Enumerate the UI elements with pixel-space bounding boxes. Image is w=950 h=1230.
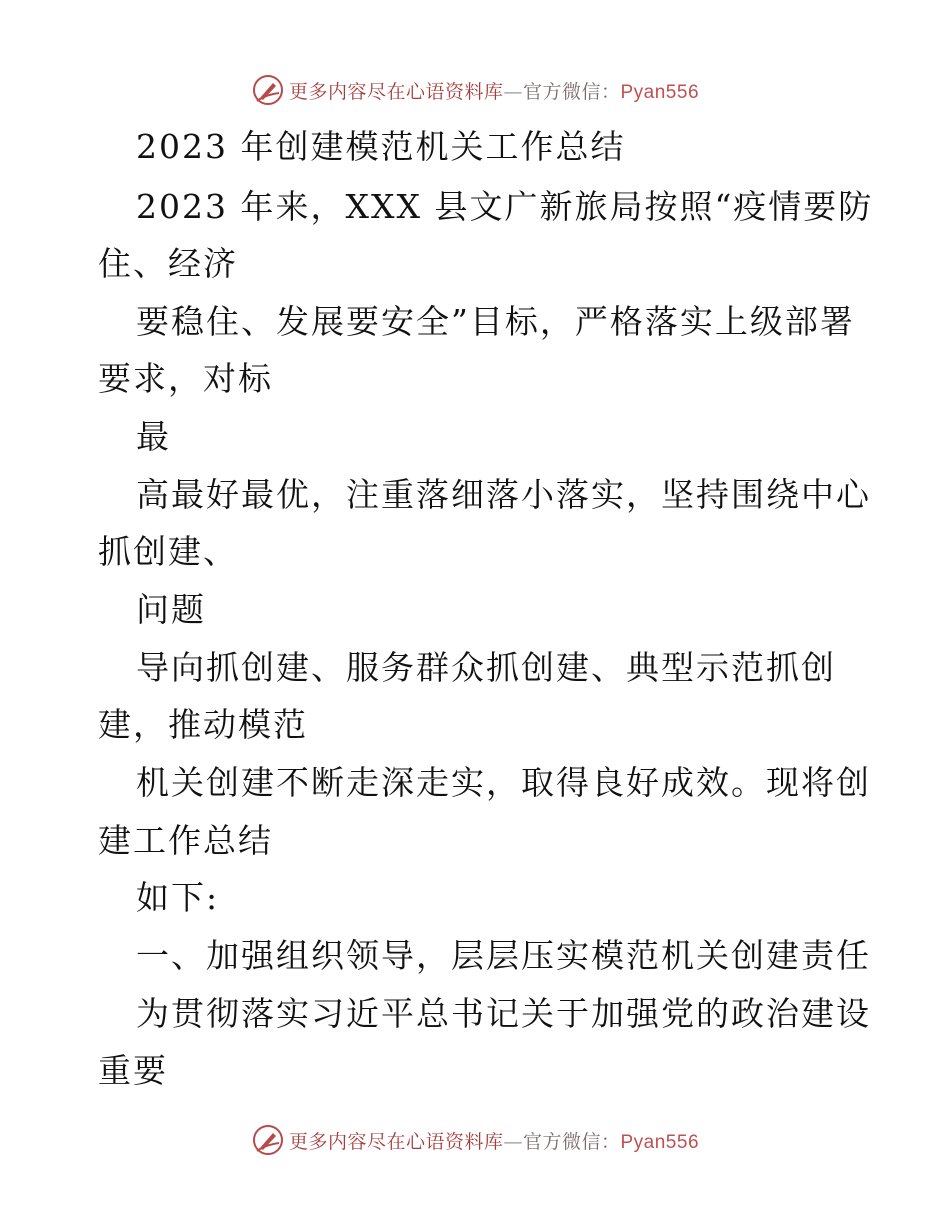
paragraph-line: 问题 [136,590,206,629]
paragraph-line: 如下: [136,878,220,917]
banner-site: 更多内容尽在心语资料库 [288,1130,504,1153]
banner-text [289,1127,699,1154]
document-title: 2023 年创建模范机关工作总结 [136,127,626,166]
paragraph-line: 要稳住、发展要安全”目标，严格落实上级部署 [136,302,855,341]
section-heading: 一、加强组织领导，层层压实模范机关创建责任 [136,936,871,975]
paragraph-line: 为贯彻落实习近平总书记关于加强党的政治建设 [136,994,871,1033]
paragraph-line: 建，推动模范 [98,705,308,744]
paragraph-line: 最 [136,417,171,456]
paragraph-line: 建工作总结 [98,821,273,860]
paragraph-line: 机关创建不断走深走实，取得良好成效。现将创 [136,763,871,802]
banner-dash: — [503,1130,523,1153]
header-banner [0,70,950,110]
paragraph-line: 2023 年来，XXX 县文广新旅局按照“疫情要防 [136,187,874,226]
paragraph-line: 要求，对标 [98,359,273,398]
banner-text [289,77,699,104]
banner-wechat-label: 官方微信： [522,80,621,103]
paragraph-line: 抓创建、 [98,532,238,571]
banner-wechat-label: 官方微信： [522,1130,621,1153]
banner-wechat-id: Pyan556 [620,81,700,103]
pen-logo-icon [251,73,285,107]
paragraph-line: 重要 [98,1051,168,1090]
banner-site: 更多内容尽在心语资料库 [288,80,504,103]
banner-content [251,1123,699,1157]
banner-dash: — [503,80,523,103]
banner-content [251,73,699,107]
paragraph-line: 导向抓创建、服务群众抓创建、典型示范抓创 [136,648,836,687]
pen-logo-icon [251,1123,285,1157]
banner-wechat-id: Pyan556 [620,1131,700,1153]
paragraph-line: 高最好最优，注重落细落小落实，坚持围绕中心 [136,475,871,514]
paragraph-line: 住、经济 [98,244,238,283]
footer-banner [0,1120,950,1160]
